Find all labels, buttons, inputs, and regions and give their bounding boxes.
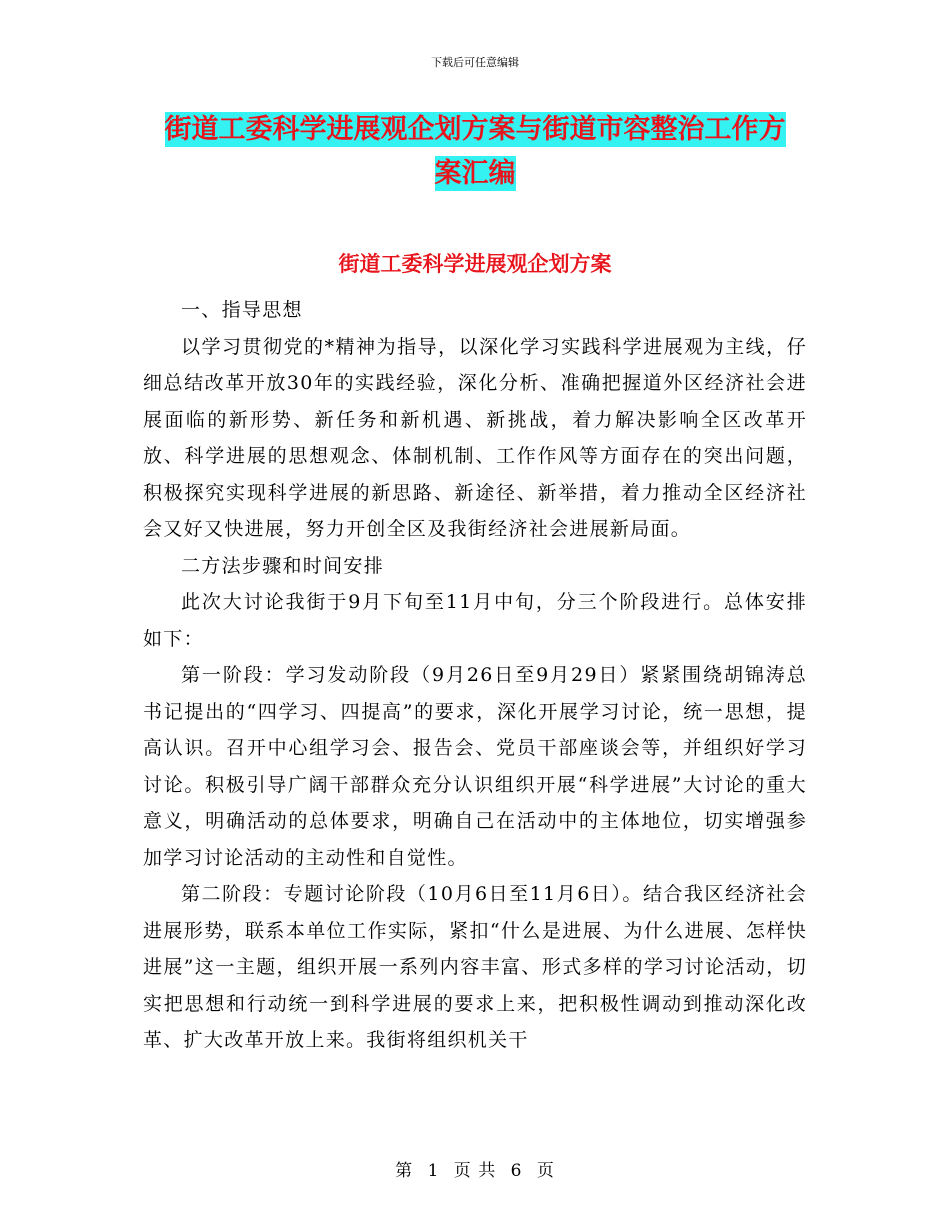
paragraph-guiding-thought: 以学习贯彻党的*精神为指导，以深化学习实践科学进展观为主线，仔细总结改革开放30年的实践经验，深化分析、准确把握道外区经济社会进展面临的新形势、新任务和新机遇、新挑战，着力解决影响全区改革开放、科学进展的思想观念、体制机制、工作作风等方面存在的突出问题，积极探究实现科学进展的新思路、新途径、新举措，着力推动全区经济社会又好又快进展，努力开创全区及我街经济社会进展新局面。 <box>143 335 807 540</box>
heading-guiding-thought: 一、指导思想 <box>181 299 303 321</box>
heading-methods-schedule: 二方法步骤和时间安排 <box>181 554 385 577</box>
page-footer <box>0 1156 950 1181</box>
footer-page-number: 1 <box>427 1161 440 1181</box>
paragraph-stage-one: 第一阶段：学习发动阶段（9月26日至9月29日）紧紧围绕胡锦涛总书记提出的“四学习、四提高”的要求，深化开展学习讨论，统一思想，提高认识。召开中心组学习会、报告会、党员干部座谈会等，并组织好学习讨论。积极引导广阔干部群众充分认识组织开展“科学进展”大讨论的重大意义，明确活动的总体要求，明确自己在活动中的主体地位，切实增强参加学习讨论活动的主动性和自觉性。 <box>143 664 807 869</box>
footer-middle: 页 共 <box>453 1161 497 1181</box>
footer-suffix: 页 <box>536 1161 555 1181</box>
document-title-line-1: 街道工委科学进展观企划方案与街道市容整治工作方 <box>164 114 786 145</box>
section-title: 街道工委科学进展观企划方案 <box>338 252 612 276</box>
document-body <box>143 292 807 1059</box>
paragraph-schedule-overview: 此次大讨论我街于9月下旬至11月中旬，分三个阶段进行。总体安排如下： <box>143 591 807 650</box>
document-title <box>140 108 810 196</box>
document-title-line-2: 案汇编 <box>434 158 516 189</box>
paragraph-stage-two: 第二阶段：专题讨论阶段（10月6日至11月6日）。结合我区经济社会进展形势，联系本单位工作实际，紧扣“什么是进展、为什么进展、怎样快进展”这一主题，组织开展一系列内容丰富、形式多样的学习讨论活动，切实把思想和行动统一到科学进展的要求上来，把积极性调动到推动深化改革、扩大改革开放上来。我街将组织机关干 <box>143 883 807 1051</box>
footer-total-pages: 6 <box>510 1161 523 1181</box>
footer-prefix: 第 <box>395 1161 414 1181</box>
header-note: 下载后可任意编辑 <box>431 56 519 69</box>
